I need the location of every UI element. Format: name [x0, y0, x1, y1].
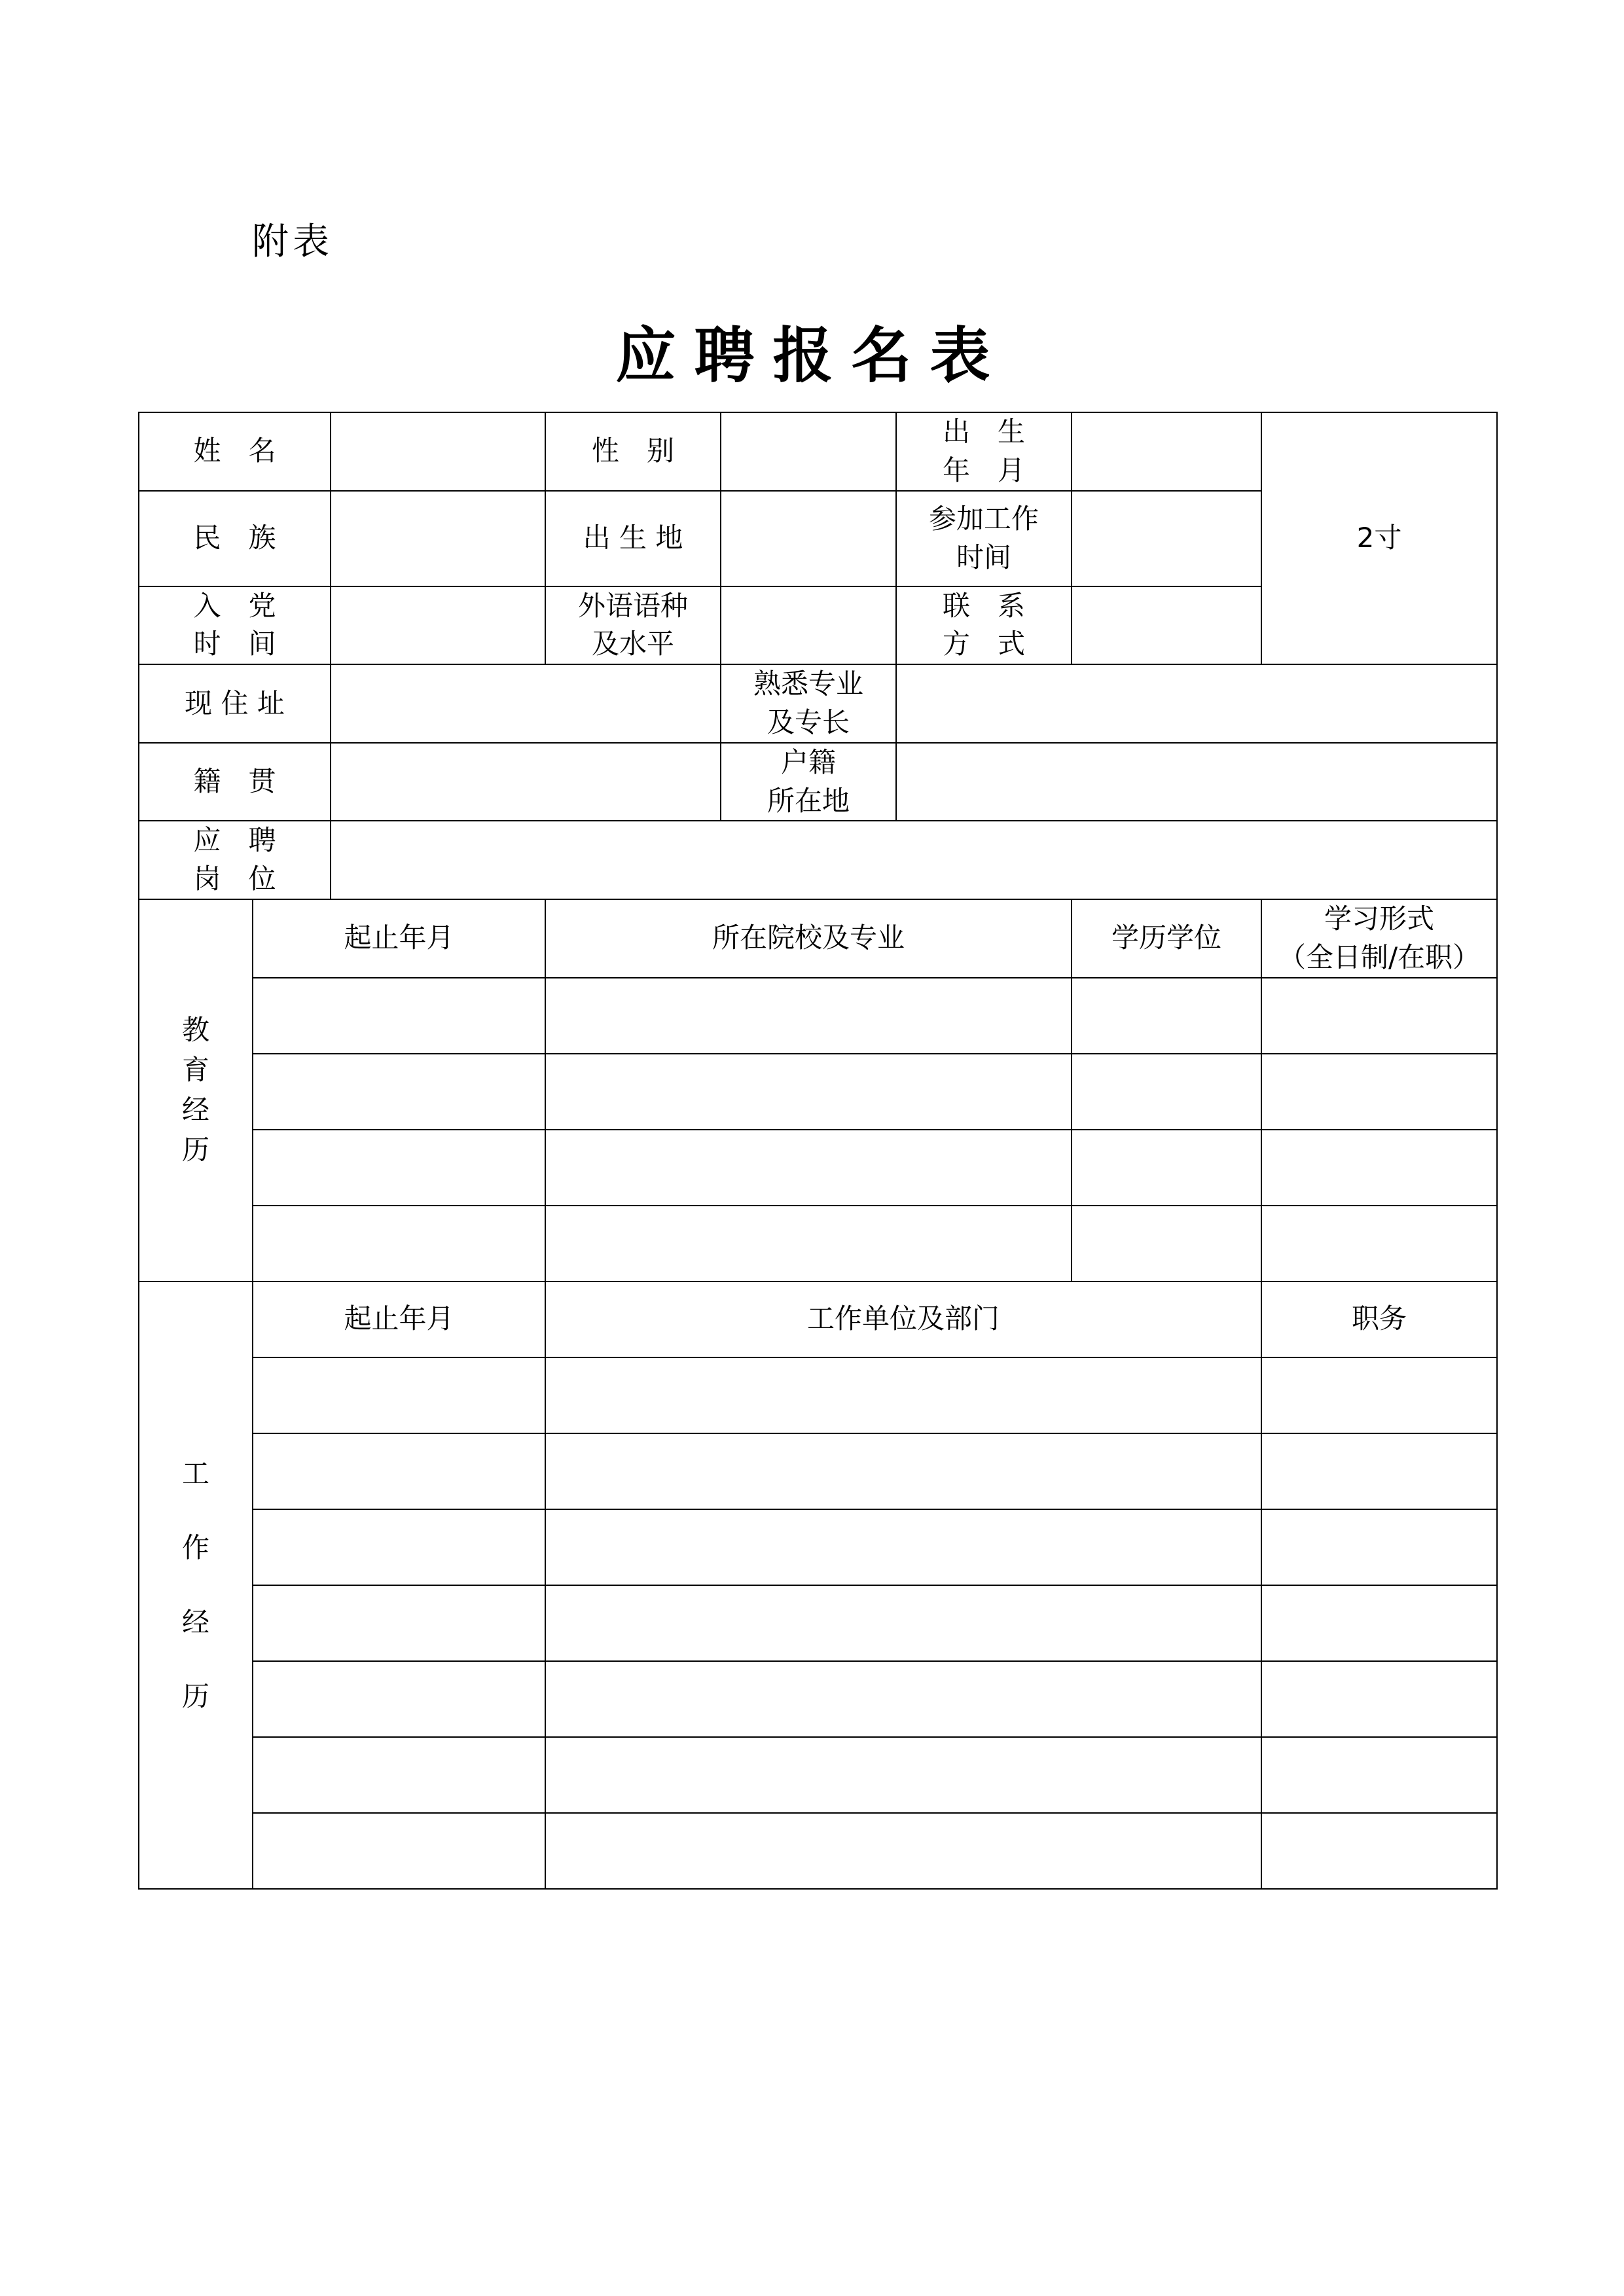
work-title-cell[interactable] — [1261, 1509, 1497, 1585]
position-label: 应 聘 岗 位 — [139, 821, 331, 899]
edu-header-school-major: 所在院校及专业 — [545, 899, 1072, 978]
work-employer-cell[interactable] — [545, 1585, 1261, 1661]
native-place-label: 籍 贯 — [139, 743, 331, 821]
name-field[interactable] — [331, 412, 545, 491]
work-title-cell[interactable] — [1261, 1357, 1497, 1433]
edu-row — [139, 1130, 1497, 1206]
work-period-cell[interactable] — [253, 1509, 545, 1585]
work-start-label: 参加工作 时间 — [896, 491, 1072, 586]
work-header-title: 职务 — [1261, 1282, 1497, 1357]
edu-row — [139, 978, 1497, 1054]
foreign-language-label: 外语语种 及水平 — [545, 586, 721, 665]
birthplace-label: 出 生 地 — [545, 491, 721, 586]
work-period-cell[interactable] — [253, 1661, 545, 1737]
work-row — [139, 1433, 1497, 1509]
edu-school-major-cell[interactable] — [545, 1206, 1072, 1282]
work-employer-cell[interactable] — [545, 1433, 1261, 1509]
edu-period-cell[interactable] — [253, 1206, 545, 1282]
party-join-field[interactable] — [331, 586, 545, 665]
work-row — [139, 1737, 1497, 1813]
household-field[interactable] — [896, 743, 1497, 821]
gender-field[interactable] — [721, 412, 896, 491]
foreign-language-field[interactable] — [721, 586, 896, 665]
edu-row — [139, 1054, 1497, 1130]
edu-degree-cell[interactable] — [1072, 1130, 1261, 1206]
birthplace-field[interactable] — [721, 491, 896, 586]
work-employer-cell[interactable] — [545, 1737, 1261, 1813]
household-label: 户籍 所在地 — [721, 743, 896, 821]
edu-degree-cell[interactable] — [1072, 1206, 1261, 1282]
specialty-field[interactable] — [896, 664, 1497, 743]
work-row — [139, 1509, 1497, 1585]
work-period-cell[interactable] — [253, 1357, 545, 1433]
work-header-employer: 工作单位及部门 — [545, 1282, 1261, 1357]
contact-label: 联 系 方 式 — [896, 586, 1072, 665]
work-employer-cell[interactable] — [545, 1357, 1261, 1433]
work-title-cell[interactable] — [1261, 1585, 1497, 1661]
work-employer-cell[interactable] — [545, 1509, 1261, 1585]
edu-period-cell[interactable] — [253, 978, 545, 1054]
form-title: 应聘报名表 — [615, 321, 1009, 391]
edu-header-study-form: 学习形式 （全日制/在职） — [1261, 899, 1497, 978]
photo-box[interactable]: 2寸 — [1261, 412, 1497, 664]
edu-degree-cell[interactable] — [1072, 978, 1261, 1054]
work-title-cell[interactable] — [1261, 1661, 1497, 1737]
work-period-cell[interactable] — [253, 1433, 545, 1509]
edu-degree-cell[interactable] — [1072, 1054, 1261, 1130]
edu-period-cell[interactable] — [253, 1054, 545, 1130]
name-label: 姓 名 — [139, 412, 331, 491]
gender-label: 性 别 — [545, 412, 721, 491]
work-title-cell[interactable] — [1261, 1737, 1497, 1813]
specialty-label: 熟悉专业 及专长 — [721, 664, 896, 743]
edu-study-form-cell[interactable] — [1261, 1054, 1497, 1130]
education-section-label: 教 育 经 历 — [139, 899, 253, 1282]
work-row — [139, 1357, 1497, 1433]
edu-study-form-cell[interactable] — [1261, 1130, 1497, 1206]
edu-study-form-cell[interactable] — [1261, 1206, 1497, 1282]
work-employer-cell[interactable] — [545, 1813, 1261, 1889]
contact-field[interactable] — [1072, 586, 1261, 665]
edu-row — [139, 1206, 1497, 1282]
birth-date-field[interactable] — [1072, 412, 1261, 491]
edu-school-major-cell[interactable] — [545, 978, 1072, 1054]
work-row — [139, 1813, 1497, 1889]
work-employer-cell[interactable] — [545, 1661, 1261, 1737]
work-section-label: 工 作 经 历 — [139, 1282, 253, 1889]
party-join-label: 入 党 时 间 — [139, 586, 331, 665]
native-place-field[interactable] — [331, 743, 721, 821]
work-period-cell[interactable] — [253, 1813, 545, 1889]
edu-study-form-cell[interactable] — [1261, 978, 1497, 1054]
edu-header-period: 起止年月 — [253, 899, 545, 978]
work-title-cell[interactable] — [1261, 1813, 1497, 1889]
work-row — [139, 1661, 1497, 1737]
work-title-cell[interactable] — [1261, 1433, 1497, 1509]
work-period-cell[interactable] — [253, 1737, 545, 1813]
ethnicity-field[interactable] — [331, 491, 545, 586]
position-field[interactable] — [331, 821, 1497, 899]
current-address-field[interactable] — [331, 664, 721, 743]
work-row — [139, 1585, 1497, 1661]
work-start-field[interactable] — [1072, 491, 1261, 586]
edu-period-cell[interactable] — [253, 1130, 545, 1206]
work-period-cell[interactable] — [253, 1585, 545, 1661]
current-address-label: 现 住 址 — [139, 664, 331, 743]
edu-school-major-cell[interactable] — [545, 1130, 1072, 1206]
application-form-table — [138, 412, 1498, 1890]
birth-date-label: 出 生 年 月 — [896, 412, 1072, 491]
work-header-period: 起止年月 — [253, 1282, 545, 1357]
attachment-label: 附表 — [252, 221, 333, 263]
ethnicity-label: 民 族 — [139, 491, 331, 586]
edu-school-major-cell[interactable] — [545, 1054, 1072, 1130]
edu-header-degree: 学历学位 — [1072, 899, 1261, 978]
